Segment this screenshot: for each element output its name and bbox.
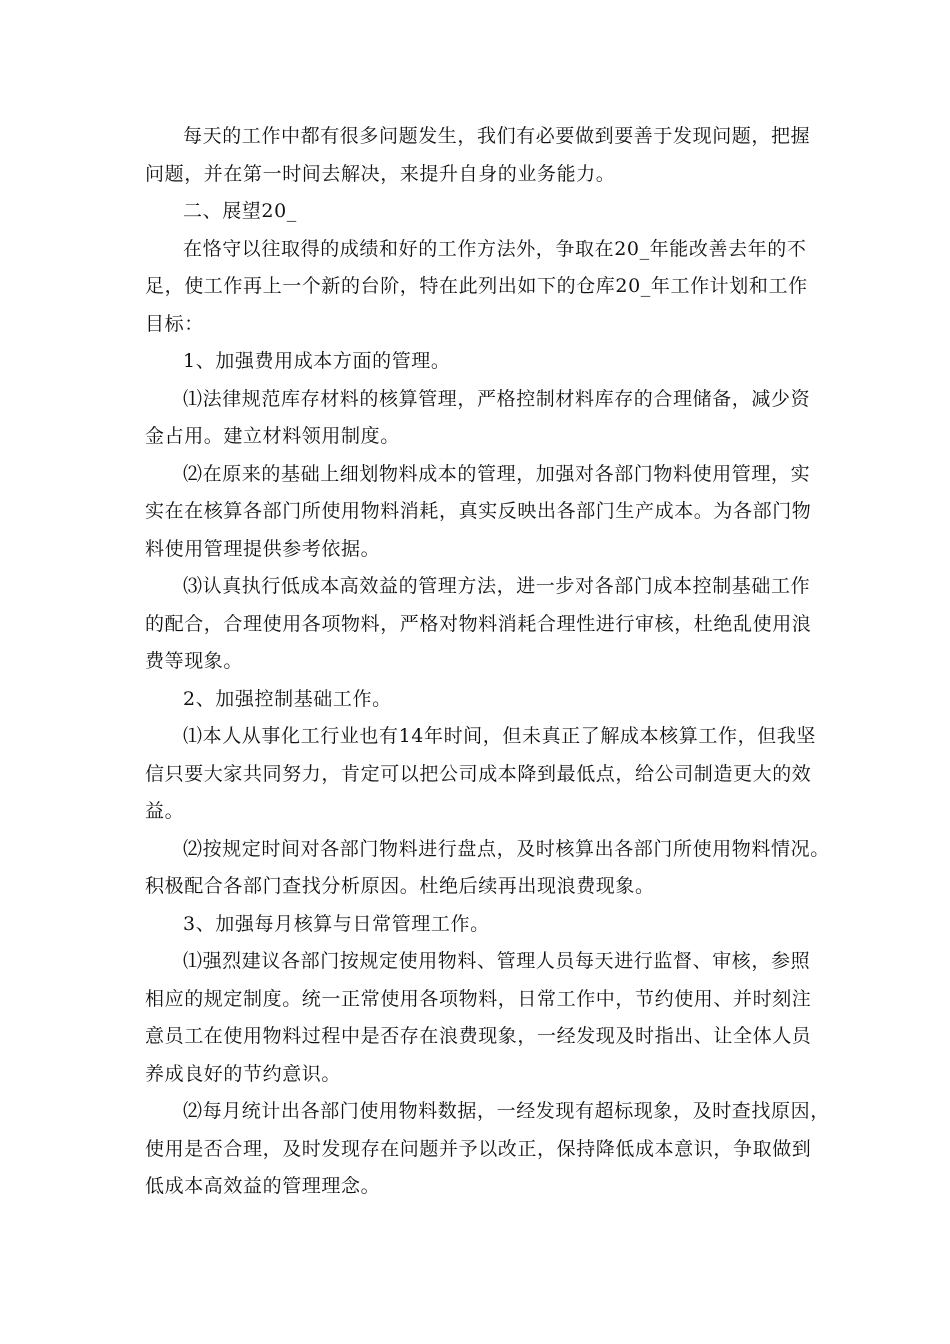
text-line: 在恪守以往取得的成绩和好的工作方法外，争取在20_年能改善去年的不 (183, 237, 807, 260)
text-line: ⑵在原来的基础上细划物料成本的管理，加强对各部门物料使用管理，实 (183, 462, 811, 485)
document-page (145, 118, 830, 1206)
text-line: 低成本高效益的管理理念。 (145, 1175, 381, 1197)
text-line: 料使用管理提供参考依据。 (145, 537, 381, 560)
text-line: 费等现象。 (145, 650, 244, 672)
text-line: ⑴法律规范库存材料的核算管理，严格控制材料库存的合理储备，减少资 (183, 387, 811, 410)
text-line: 2、加强控制基础工作。 (183, 687, 392, 710)
text-line: 1、加强费用成本方面的管理。 (183, 350, 451, 372)
text-line: 意员工在使用物料过程中是否存在浪费现象，一经发现及时指出、让全体人员 (145, 1025, 812, 1047)
text-line: 问题，并在第一时间去解决，来提升自身的业务能力。 (145, 162, 616, 185)
text-line: 金占用。建立材料领用制度。 (145, 425, 400, 447)
text-line: 3、加强每月核算与日常管理工作。 (183, 912, 490, 935)
text-line: 每天的工作中都有很多问题发生，我们有必要做到要善于发现问题，把握 (183, 125, 811, 147)
text-line: 积极配合各部门查找分析原因。杜绝后续再出现浪费现象。 (145, 875, 655, 897)
text-line: 实在在核算各部门所使用物料消耗，真实反映出各部门生产成本。为各部门物 (145, 500, 812, 522)
text-line: 使用是否合理，及时发现存在问题并予以改正，保持降低成本意识，争取做到 (145, 1137, 812, 1160)
text-line: ⑵按规定时间对各部门物料进行盘点，及时核算出各部门所使用物料情况。 (183, 837, 830, 860)
text-line: 目标： (145, 312, 204, 335)
text-line: ⑶认真执行低成本高效益的管理方法，进一步对各部门成本控制基础工作 (183, 575, 811, 597)
text-line: 的配合，合理使用各项物料，严格对物料消耗合理性进行审核，杜绝乱使用浪 (145, 612, 812, 635)
text-line: 二、展望20_ (183, 200, 297, 222)
text-line: 养成良好的节约意识。 (145, 1062, 342, 1085)
text-line: ⑵每月统计出各部门使用物料数据，一经发现有超标现象，及时查找原因， (183, 1100, 830, 1122)
text-line: ⑴强烈建议各部门按规定使用物料、管理人员每天进行监督、审核，参照 (183, 950, 811, 972)
text-line: 足，使工作再上一个新的台阶，特在此列出如下的仓库20_年工作计划和工作 (145, 275, 808, 297)
text-line: ⑴本人从事化工行业也有14年时间，但未真正了解成本核算工作，但我坚 (183, 725, 816, 747)
text-line: 相应的规定制度。统一正常使用各项物料，日常工作中，节约使用、并时刻注 (145, 987, 812, 1010)
text-line: 益。 (145, 800, 185, 822)
text-line: 信只要大家共同努力，肯定可以把公司成本降到最低点，给公司制造更大的效 (145, 762, 812, 785)
